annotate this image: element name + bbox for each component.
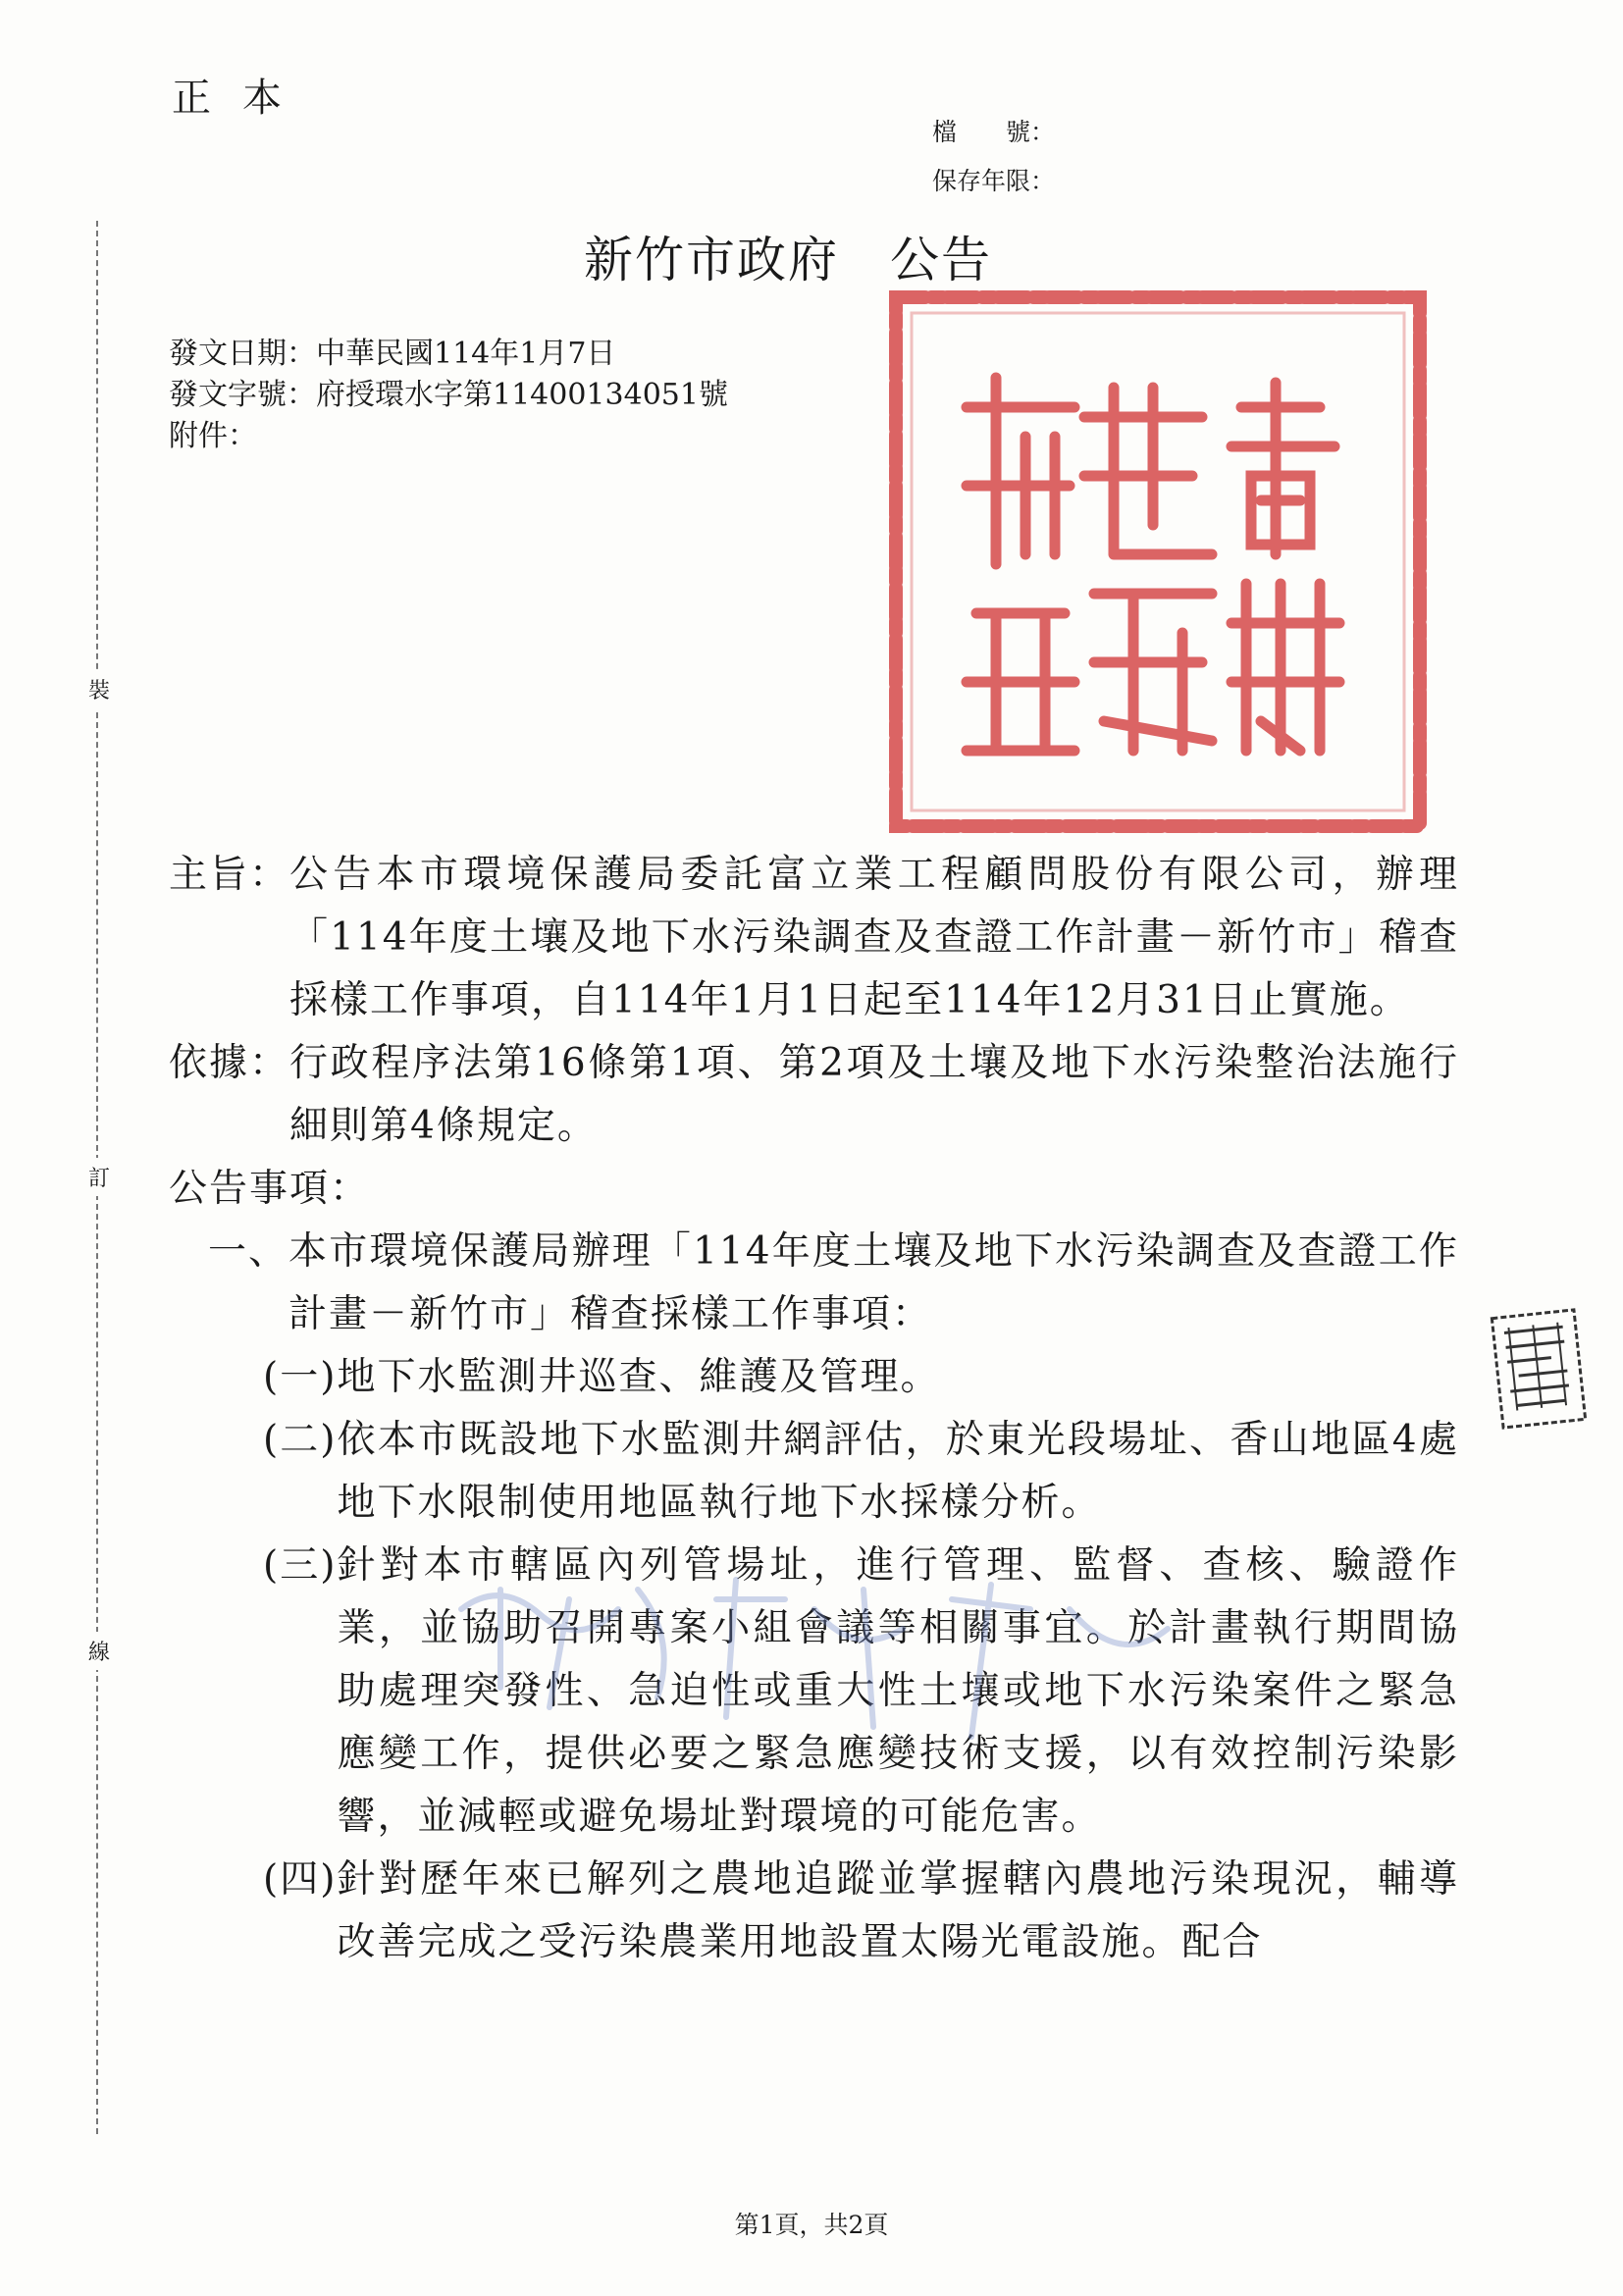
file-meta <box>932 108 1055 206</box>
subject-text: 公告本市環境保護局委託富立業工程顧問股份有限公司，辦理「114年度土壤及地下水污染調查及查證工作計畫－新竹市」稽查採樣工作事項，自114年1月1日起至114年12月31日止實施。 <box>289 853 1459 1022</box>
page-title: 新竹市政府 公告 <box>584 232 992 288</box>
sub-item-text: 針對本市轄區內列管場址，進行管理、監督、查核、驗證作業，並協助召開專案小組會議等相關事宜。於計畫執行期間協助處理突發性、急迫性或重大性土壤或地下水污染案件之緊急應變工作，提供必要之緊急應變技術支援，以有效控制污染影響，並減輕或避免場址對環境的可能危害。 <box>337 1543 1459 1839</box>
page-number: 第1頁，共2頁 <box>734 2211 889 2239</box>
date-stamp-icon <box>1488 1306 1590 1433</box>
subject-label: 主旨： <box>169 853 290 897</box>
file-number-label: 檔 號： <box>932 118 1056 146</box>
sub-item-number: (二) <box>263 1418 338 1462</box>
retention-period-label: 保存年限： <box>932 167 1056 195</box>
binding-char-ding: 訂 <box>88 1158 110 1196</box>
sub-item-2 <box>169 1409 1459 1535</box>
attachment-label: 附件： <box>169 419 257 453</box>
sub-item-text: 針對歷年來已解列之農地追蹤並掌握轄內農地污染現況，輔導改善完成之受污染農業用地設置太陽光電設施。配合 <box>337 1857 1459 1964</box>
notice-items-label: 公告事項： <box>169 1167 371 1211</box>
document-number: 發文字號：府授環水字第11400134051號 <box>169 378 728 412</box>
sub-item-number: (四) <box>263 1857 338 1902</box>
sub-item-number: (三) <box>263 1543 338 1588</box>
sub-item-text: 地下水監測井巡查、維護及管理。 <box>337 1355 941 1399</box>
subject-paragraph <box>169 844 1459 1032</box>
document-info <box>169 334 728 457</box>
binding-char-zhuang: 裝 <box>88 670 110 708</box>
sub-item-1 <box>169 1346 1459 1409</box>
basis-paragraph <box>169 1032 1459 1158</box>
issue-date: 發文日期：中華民國114年1月7日 <box>169 337 616 371</box>
blue-stamp-mark-icon <box>442 1570 1207 1756</box>
copy-mark: 正本 <box>172 76 313 121</box>
document-body <box>169 844 1459 1974</box>
notice-item-1 <box>169 1221 1459 1346</box>
basis-text: 行政程序法第16條第1項、第2項及土壤及地下水污染整治法施行細則第4條規定。 <box>289 1041 1459 1148</box>
sub-item-4 <box>169 1849 1459 1974</box>
sub-item-text: 依本市既設地下水監測井網評估，於東光段場址、香山地區4處地下水限制使用地區執行地下水採樣分析。 <box>337 1418 1459 1525</box>
sub-item-number: (一) <box>263 1355 338 1399</box>
basis-label: 依據： <box>169 1041 290 1085</box>
official-seal-icon <box>888 289 1428 834</box>
binding-char-xian: 線 <box>88 1632 110 1670</box>
item-text: 本市環境保護局辦理「114年度土壤及地下水污染調查及查證工作計畫－新竹市」稽查採樣工作事項： <box>288 1229 1459 1336</box>
item-number: 一、 <box>208 1229 289 1274</box>
